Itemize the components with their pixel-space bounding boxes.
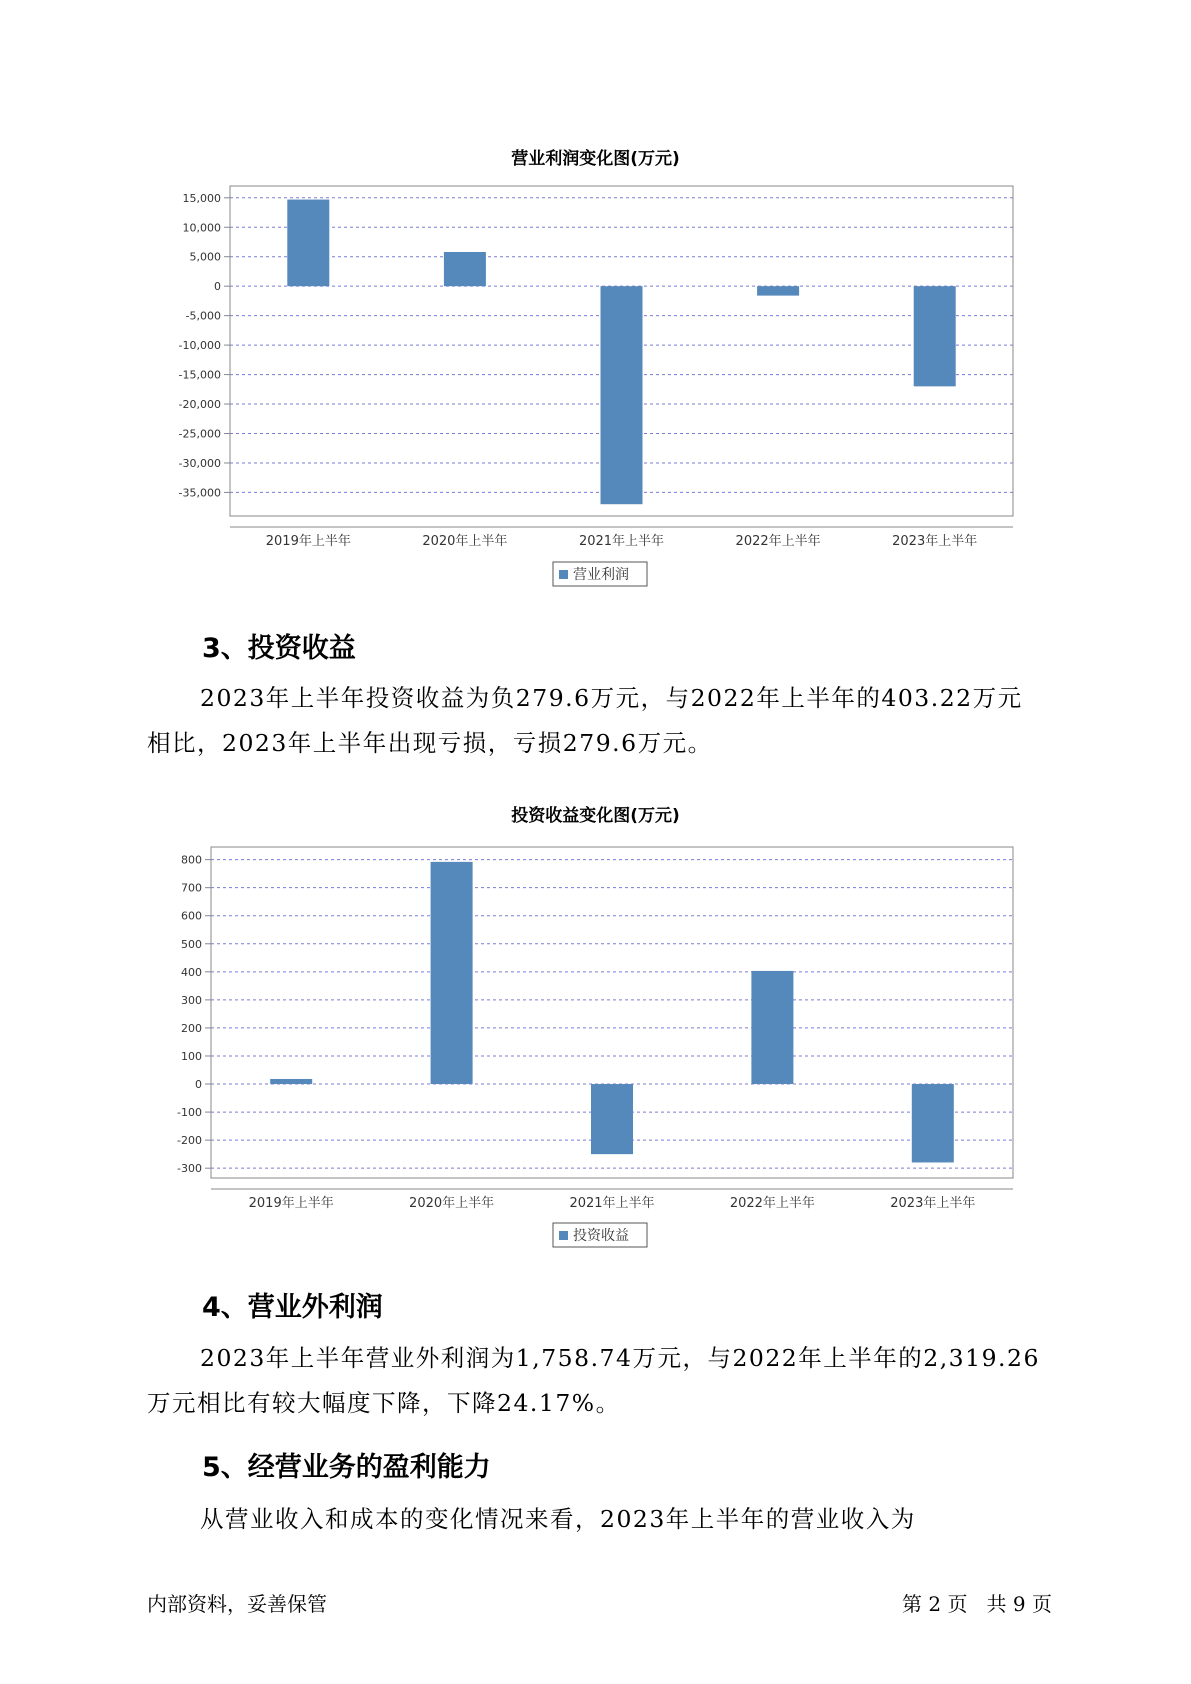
y-tick-label: -15,000 bbox=[178, 368, 221, 382]
operating-profit-chart bbox=[0, 170, 1191, 590]
x-tick-label: 2021年上半年 bbox=[578, 534, 665, 549]
y-tick-label: 15,000 bbox=[182, 191, 221, 205]
bar bbox=[912, 1084, 954, 1162]
x-tick-label: 2022年上半年 bbox=[729, 1196, 815, 1211]
y-tick-label: -30,000 bbox=[178, 456, 221, 470]
y-tick-label: -10,000 bbox=[178, 339, 221, 353]
chart1-title: 营业利润变化图(万元) bbox=[511, 149, 680, 169]
paragraph-profitability bbox=[147, 1497, 1077, 1542]
footer-confidential-note: 内部资料，妥善保管 bbox=[147, 1592, 327, 1616]
section-heading-investment-income: 3、投资收益 bbox=[202, 633, 356, 664]
paragraph-non-operating-profit bbox=[147, 1336, 1077, 1426]
y-tick-label: 0 bbox=[195, 1078, 202, 1092]
paragraph-investment-income bbox=[147, 676, 1077, 766]
y-tick-label: -100 bbox=[177, 1106, 202, 1120]
paragraph-line: 2023年上半年营业外利润为1,758.74万元，与2022年上半年的2,319.26 bbox=[200, 1344, 1040, 1372]
x-tick-label: 2020年上半年 bbox=[422, 534, 508, 549]
bar bbox=[591, 1084, 633, 1154]
x-tick-label: 2023年上半年 bbox=[890, 1196, 976, 1211]
section-heading-non-operating-profit: 4、营业外利润 bbox=[202, 1292, 383, 1323]
x-tick-label: 2019年上半年 bbox=[265, 534, 351, 549]
x-tick-label: 2021年上半年 bbox=[569, 1196, 655, 1211]
y-tick-label: -200 bbox=[177, 1134, 202, 1148]
y-tick-label: 300 bbox=[181, 993, 202, 1007]
legend bbox=[553, 562, 647, 586]
legend-label: 投资收益 bbox=[573, 1228, 629, 1244]
y-tick-label: -20,000 bbox=[178, 398, 221, 412]
chart2-title: 投资收益变化图(万元) bbox=[511, 806, 680, 826]
bar bbox=[270, 1079, 312, 1084]
x-tick-label: 2023年上半年 bbox=[892, 534, 978, 549]
y-tick-label: 100 bbox=[181, 1049, 202, 1063]
y-tick-label: 200 bbox=[181, 1021, 202, 1035]
investment-income-chart bbox=[0, 830, 1191, 1250]
legend-swatch bbox=[559, 1231, 568, 1240]
legend-swatch bbox=[559, 570, 568, 579]
bar bbox=[431, 862, 473, 1084]
footer-page-number: 第 2 页 共 9 页 bbox=[902, 1592, 1052, 1616]
paragraph-line: 万元相比有较大幅度下降，下降24.17%。 bbox=[147, 1389, 621, 1417]
y-tick-label: 0 bbox=[214, 280, 221, 294]
paragraph-line: 从营业收入和成本的变化情况来看，2023年上半年的营业收入为 bbox=[200, 1505, 916, 1533]
section-heading-profitability: 5、经营业务的盈利能力 bbox=[202, 1452, 491, 1483]
paragraph-line: 相比，2023年上半年出现亏损，亏损279.6万元。 bbox=[147, 729, 713, 757]
bar bbox=[757, 286, 799, 295]
y-tick-label: -300 bbox=[177, 1162, 202, 1176]
y-tick-label: 10,000 bbox=[182, 221, 221, 235]
y-tick-label: -5,000 bbox=[185, 309, 221, 323]
x-tick-label: 2020年上半年 bbox=[409, 1196, 495, 1211]
y-tick-label: 5,000 bbox=[189, 250, 221, 264]
y-tick-label: 600 bbox=[181, 909, 202, 923]
paragraph-line: 2023年上半年投资收益为负279.6万元，与2022年上半年的403.22万元 bbox=[200, 684, 1023, 712]
bar bbox=[287, 200, 329, 287]
y-tick-label: 700 bbox=[181, 881, 202, 895]
legend bbox=[553, 1223, 647, 1247]
y-tick-label: 400 bbox=[181, 965, 202, 979]
y-tick-label: -35,000 bbox=[178, 486, 221, 500]
bar bbox=[914, 286, 956, 386]
legend-label: 营业利润 bbox=[573, 567, 629, 583]
x-tick-label: 2019年上半年 bbox=[248, 1196, 334, 1211]
bar bbox=[601, 286, 643, 504]
bar bbox=[444, 252, 486, 286]
y-tick-label: 800 bbox=[181, 853, 202, 867]
y-tick-label: 500 bbox=[181, 937, 202, 951]
bar bbox=[751, 971, 793, 1084]
y-tick-label: -25,000 bbox=[178, 427, 221, 441]
x-tick-label: 2022年上半年 bbox=[735, 534, 821, 549]
